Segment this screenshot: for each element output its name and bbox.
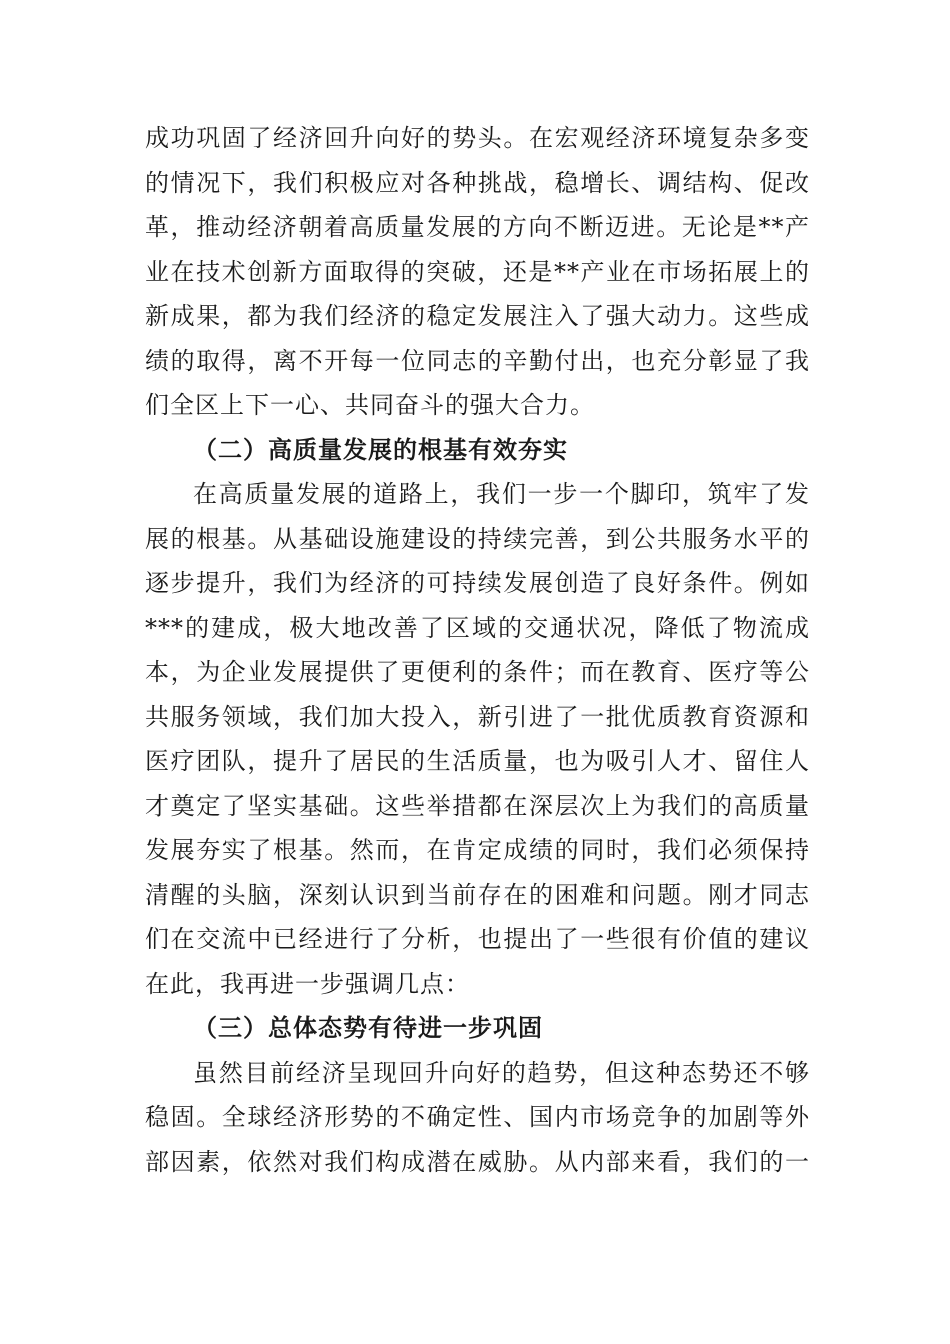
text-line: 绩的取得，离不开每一位同志的辛勤付出，也充分彰显了我 [145,346,810,375]
text-line: 本，为企业发展提供了更便利的条件；而在教育、医疗等公 [145,658,810,686]
text-line: ***的建成，极大地改善了区域的交通状况，降低了物流成 [145,613,810,642]
text-line: 医疗团队，提升了居民的生活质量，也为吸引人才、留住人 [145,747,810,775]
text-line: 展的根基。从基础设施建设的持续完善，到公共服务水平的 [145,524,810,553]
text-line: 成功巩固了经济回升向好的势头。在宏观经济环境复杂多变 [145,124,810,152]
text-line: 业在技术创新方面取得的突破，还是**产业在市场拓展上的 [145,257,810,286]
text-line: 稳固。全球经济形势的不确定性、国内市场竞争的加剧等外 [145,1103,810,1131]
text-line: 在高质量发展的道路上，我们一步一个脚印，筑牢了发 [193,480,810,508]
text-line: 发展夯实了根基。然而，在肯定成绩的同时，我们必须保持 [145,836,810,864]
text-line: 在此，我再进一步强调几点： [145,969,470,998]
section-heading: （三）总体态势有待进一步巩固 [193,1013,543,1042]
text-line: 逐步提升，我们为经济的可持续发展创造了良好条件。例如 [145,569,810,597]
section-heading: （二）高质量发展的根基有效夯实 [193,434,568,464]
text-line: 部因素，依然对我们构成潜在威胁。从内部来看，我们的一 [145,1147,810,1176]
text-line: 新成果，都为我们经济的稳定发展注入了强大动力。这些成 [145,302,810,330]
text-line: 革，推动经济朝着高质量发展的方向不断迈进。无论是**产 [145,213,810,241]
text-line: 们全区上下一心、共同奋斗的强大合力。 [145,391,595,419]
text-line: 清醒的头脑，深刻认识到当前存在的困难和问题。刚才同志 [145,880,810,909]
text-line: 虽然目前经济呈现回升向好的趋势，但这种态势还不够 [193,1058,810,1087]
text-line: 共服务领域，我们加大投入，新引进了一批优质教育资源和 [145,702,810,731]
text-line: 的情况下，我们积极应对各种挑战，稳增长、调结构、促改 [145,168,810,197]
text-line: 才奠定了坚实基础。这些举措都在深层次上为我们的高质量 [145,791,810,820]
document-body [145,116,810,1184]
text-line: 们在交流中已经进行了分析，也提出了一些很有价值的建议 [145,925,810,953]
